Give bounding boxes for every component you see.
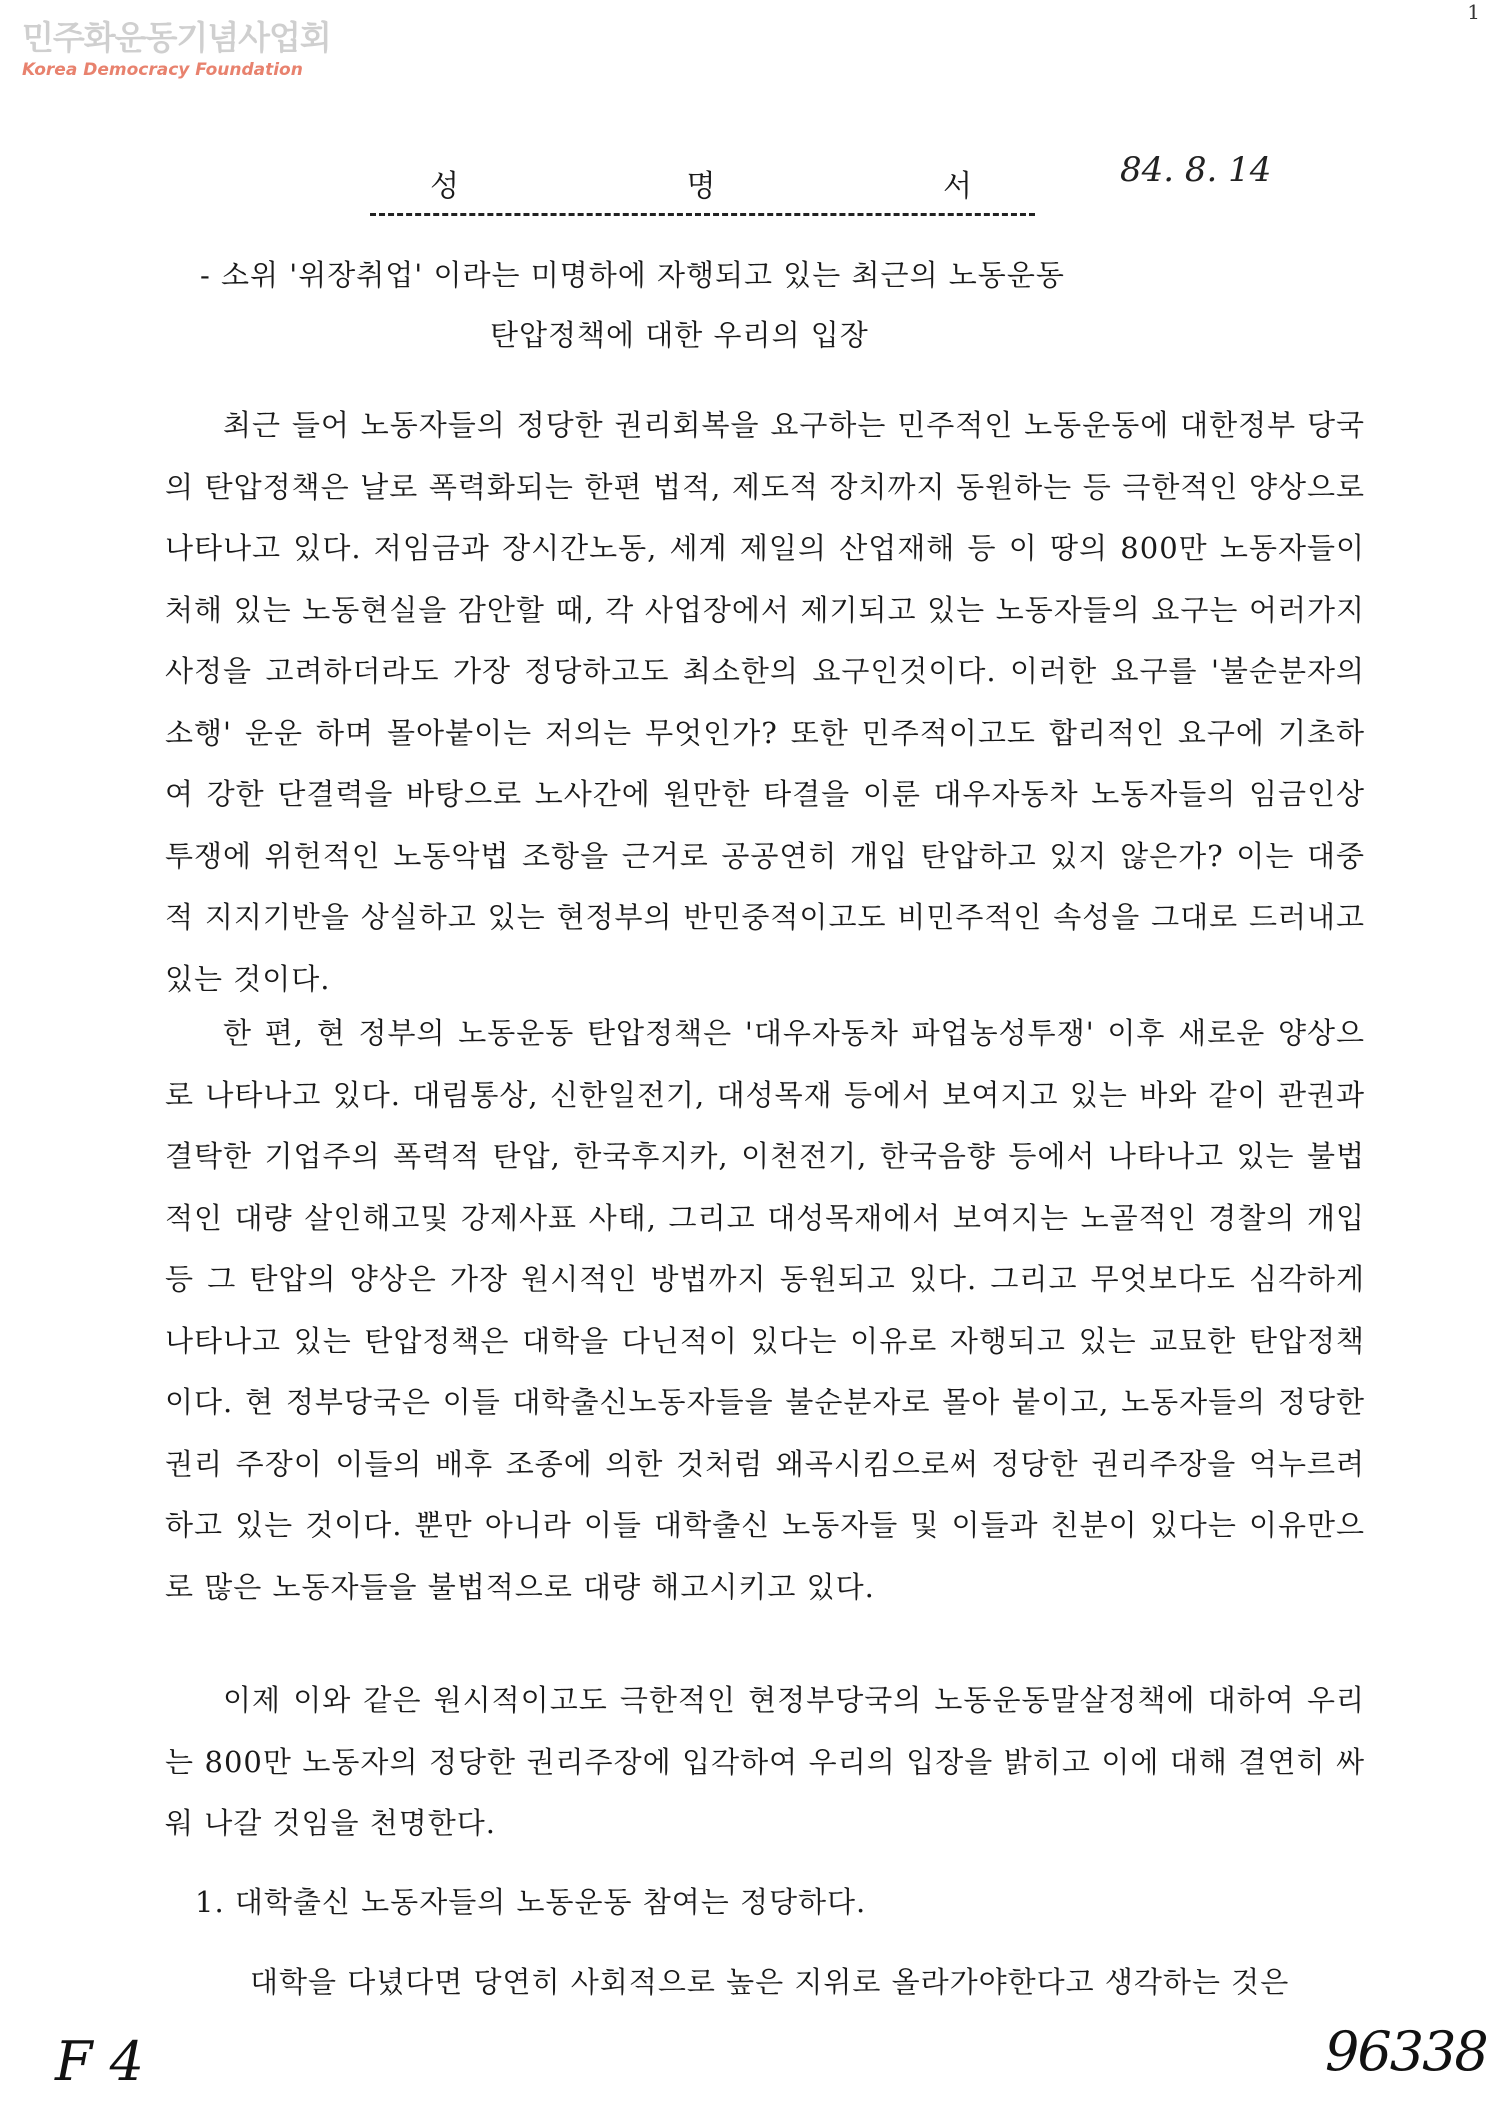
subtitle-line-2: 탄압정책에 대한 우리의 입장: [490, 318, 869, 352]
watermark-korean: 민주화운동기념사업회: [22, 18, 331, 57]
subtitle-line-1: - 소위 '위장취업' 이라는 미명하에 자행되고 있는 최근의 노동운동: [200, 258, 1065, 292]
footer-left-mark: F 4: [55, 2030, 144, 2093]
section-1-heading: 1. 대학출신 노동자들의 노동운동 참여는 정당하다.: [195, 1885, 867, 1919]
title-char-3: 서: [943, 169, 975, 204]
title-char-1: 성: [430, 169, 462, 204]
paragraph-text: 이제 이와 같은 원시적이고도 극한적인 현정부당국의 노동운동말살정책에 대하여 우리는 800만 노동자의 정당한 권리주장에 입각하여 우리의 입장을 밝히고 이에 대해 결연히 싸워 나갈 것임을 천명한다.: [165, 1683, 1365, 1840]
body-paragraph-3: [165, 1670, 1365, 1855]
body-paragraph-1: [165, 395, 1365, 1010]
title-char-2: 명: [686, 169, 719, 204]
section-1-text: 대학을 다녔다면 당연히 사회적으로 높은 지위로 올라가야한다고 생각하는 것은: [250, 1965, 1290, 1999]
footer-archive-number: 96338: [1325, 2020, 1487, 2083]
corner-mark: 1: [1467, 0, 1480, 24]
watermark: [22, 18, 331, 80]
paragraph-text: 한 편, 현 정부의 노동운동 탄압정책은 '대우자동차 파업농성투쟁' 이후 새로운 양상으로 나타나고 있다. 대림통상, 신한일전기, 대성목재 등에서 보여지고 있는 바와 같이 관권과 결탁한 기업주의 폭력적 탄압, 한국후지카, 이천전기, 한국음향 등에서 나타나고 있는 불법적인 대량 살인해고및 강제사표 사태, 그리고 대성목재에서 보여지는 노골적인 경찰의 개입 등 그 탄압의 양상은 가장 원시적인 방법까지 동원되고 있다. 그리고 무엇보다도 심각하게 나타나고 있는 탄압정책은 대학을 다닌적이 있다는 이유로 자행되고 있는 교묘한 탄압정책이다. 현 정부당국은 이들 대학출신노동자들을 불순분자로 몰아 붙이고, 노동자들의 정당한 권리 주장이 이들의 배후 조종에 의한 것처럼 왜곡시킴으로써 정당한 권리주장을 억누르려 하고 있는 것이다. 뿐만 아니라 이들 대학출신 노동자들 및 이들과 친분이 있다는 이유만으로 많은 노동자들을 불법적으로 대량 해고시키고 있다.: [165, 1016, 1365, 1604]
document-title: [370, 165, 1035, 216]
paragraph-text: 최근 들어 노동자들의 정당한 권리회복을 요구하는 민주적인 노동운동에 대한정부 당국의 탄압정책은 날로 폭력화되는 한편 법적, 제도적 장치까지 동원하는 등 극한적인 양상으로 나타나고 있다. 저임금과 장시간노동, 세계 제일의 산업재해 등 이 땅의 800만 노동자들이 처해 있는 노동현실을 감안할 때, 각 사업장에서 제기되고 있는 노동자들의 요구는 어러가지 사정을 고려하더라도 가장 정당하고도 최소한의 요구인것이다. 이러한 요구를 '불순분자의 소행' 운운 하며 몰아붙이는 저의는 무엇인가? 또한 민주적이고도 합리적인 요구에 기초하여 강한 단결력을 바탕으로 노사간에 원만한 타결을 이룬 대우자동차 노동자들의 임금인상투쟁에 위헌적인 노동악법 조항을 근거로 공공연히 개입 탄압하고 있지 않은가? 이는 대중적 지지기반을 상실하고 있는 현정부의 반민중적이고도 비민주적인 속성을 그대로 드러내고 있는 것이다.: [165, 408, 1365, 996]
body-paragraph-2: [165, 1003, 1365, 1618]
handwritten-date: 84. 8. 14: [1120, 150, 1272, 190]
watermark-english: Korea Democracy Foundation: [22, 60, 303, 80]
